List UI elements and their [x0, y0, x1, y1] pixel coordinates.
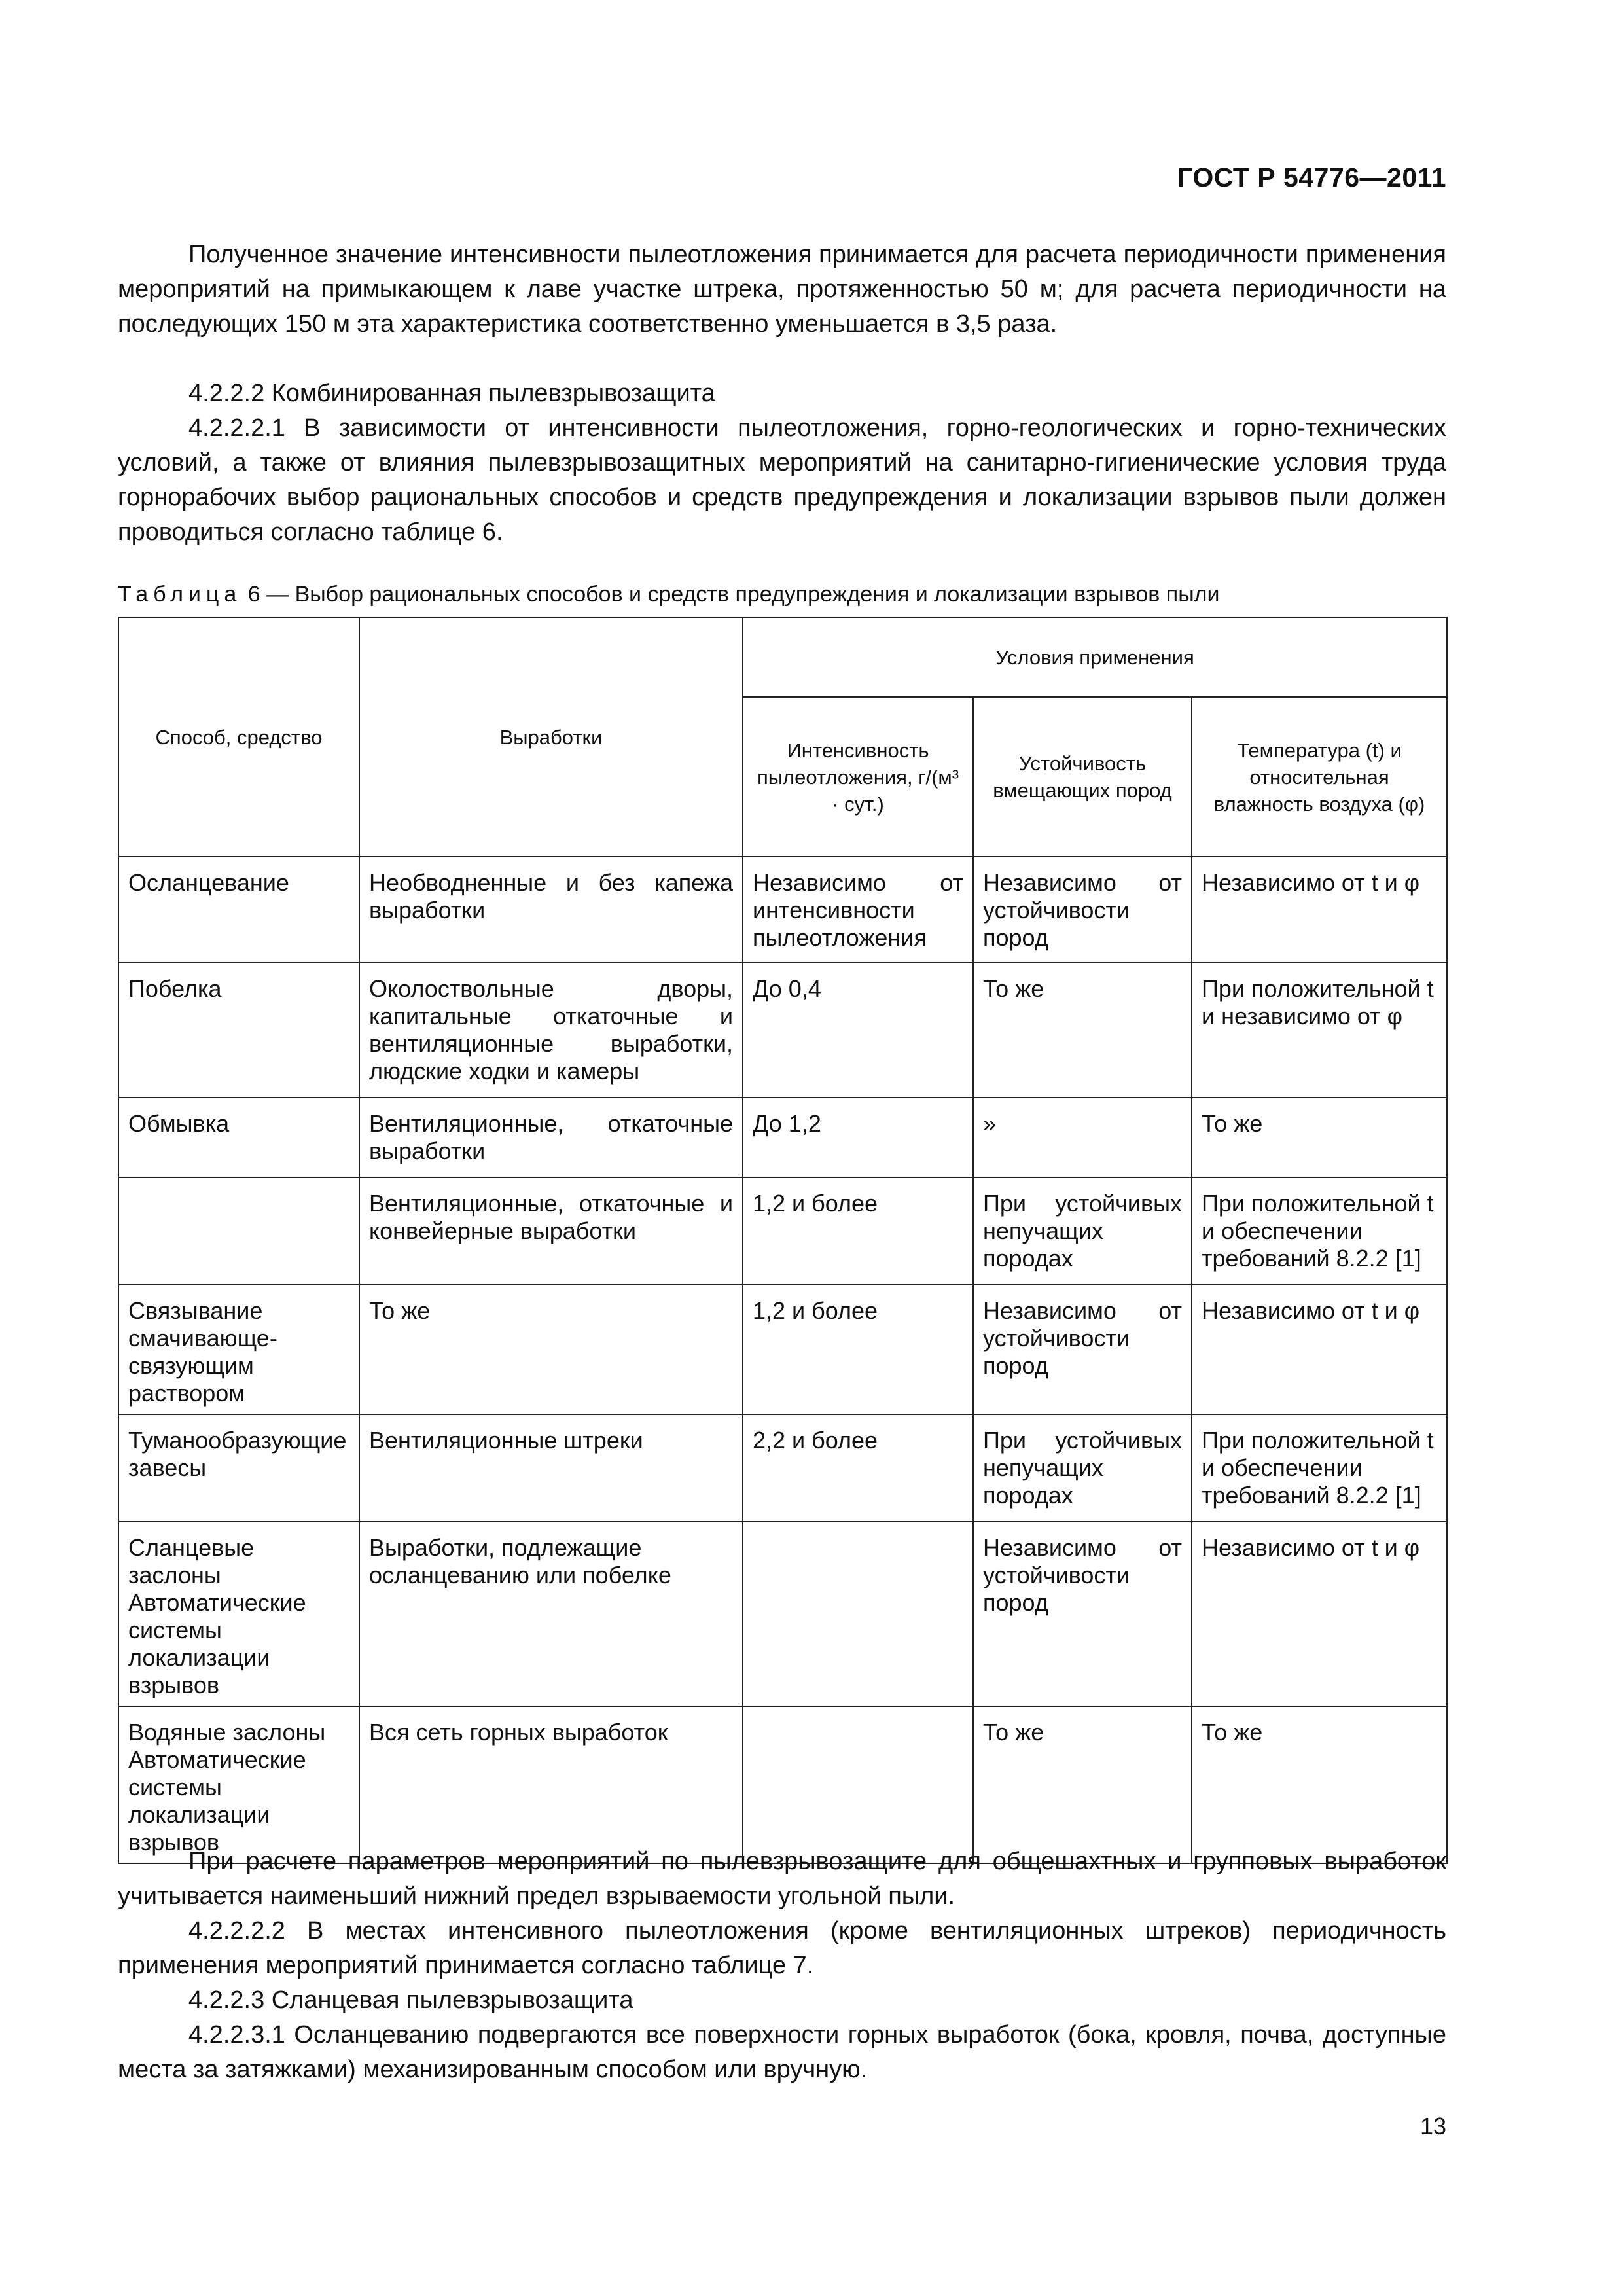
header-method: Способ, средство — [118, 617, 359, 857]
cell-intensity — [743, 1522, 973, 1706]
cell-temperature: При положительной t и обеспечении требований 8.2.2 [1] — [1192, 1414, 1447, 1522]
cell-temperature: При положительной t и независимо от φ — [1192, 963, 1447, 1098]
cell-method: Обмывка — [118, 1098, 359, 1177]
cell-temperature: Независимо от t и φ — [1192, 1522, 1447, 1706]
section-heading-4-2-2-3: 4.2.2.3 Сланцевая пылевзрывозащита — [188, 1986, 633, 2014]
cell-temperature: Независимо от t и φ — [1192, 1285, 1447, 1414]
table-row — [118, 1177, 1447, 1285]
standard-code: ГОСТ Р 54776—2011 — [1177, 162, 1446, 192]
cell-intensity: 1,2 и более — [743, 1285, 973, 1414]
table-row — [118, 1706, 1447, 1863]
cell-method: Туманообразующие завесы — [118, 1414, 359, 1522]
cell-method: Связывание смачивающе-связующим раствором — [118, 1285, 359, 1414]
table-row — [118, 1414, 1447, 1522]
table-row — [118, 1285, 1447, 1414]
cell-intensity — [743, 1706, 973, 1863]
header-conditions: Условия применения — [743, 617, 1447, 697]
cell-intensity: До 1,2 — [743, 1098, 973, 1177]
table-row — [118, 857, 1447, 963]
cell-stability: То же — [973, 963, 1192, 1098]
header-temperature: Температура (t) и относительная влажность воздуха (φ) — [1192, 697, 1447, 857]
cell-method — [118, 1177, 359, 1285]
cell-stability: Независимо от устойчивости пород — [973, 1522, 1192, 1706]
cell-method: Побелка — [118, 963, 359, 1098]
cell-stability: Независимо от устойчивости пород — [973, 1285, 1192, 1414]
page-number: 13 — [1419, 2113, 1446, 2140]
cell-workings: Выработки, подлежащие осланцеванию или побелке — [359, 1522, 743, 1706]
cell-method: Сланцевые заслоны Автоматические системы локализации взрывов — [118, 1522, 359, 1706]
cell-workings: Вентиляционные, откаточные выработки — [359, 1098, 743, 1177]
cell-stability: Независимо от устойчивости пород — [973, 857, 1192, 963]
cell-workings: Вся сеть горных выработок — [359, 1706, 743, 1863]
table-caption-text: 6 — Выбор рациональных способов и средств предупреждения и локализации взрывов пыли — [247, 582, 1220, 607]
cell-intensity: До 0,4 — [743, 963, 973, 1098]
cell-temperature: Независимо от t и φ — [1192, 857, 1447, 963]
methods-table — [118, 617, 1448, 1864]
cell-temperature: То же — [1192, 1098, 1447, 1177]
header-intensity: Интенсивность пылеотложения, г/(м³ · сут.) — [743, 697, 973, 857]
cell-workings: То же — [359, 1285, 743, 1414]
cell-stability: » — [973, 1098, 1192, 1177]
cell-method: Осланцевание — [118, 857, 359, 963]
cell-stability: При устойчивых непучащих породах — [973, 1177, 1192, 1285]
table-row — [118, 1522, 1447, 1706]
clause-4-2-2-2-2: 4.2.2.2.2 В местах интенсивного пылеотложения (кроме вентиляционных штреков) периодичность применения мероприятий принимается согласно таблице 7. — [118, 1917, 1446, 1979]
clause-4-2-2-3-1: 4.2.2.3.1 Осланцеванию подвергаются все поверхности горных выработок (бока, кровля, почва, доступные места за затяжками) механизированным способом или вручную. — [118, 2021, 1446, 2083]
cell-workings: Околоствольные дворы, капитальные откаточные и вентиляционные выработки, людские ходки и камеры — [359, 963, 743, 1098]
cell-intensity: 2,2 и более — [743, 1414, 973, 1522]
table-row — [118, 1098, 1447, 1177]
clause-4-2-2-2-1: 4.2.2.2.1 В зависимости от интенсивности пылеотложения, горно-геологических и горно-технических условий, а также от влияния пылевзрывозащитных мероприятий на санитарно-гигиенические условия труда горнорабочих выбор рациональных способов и средств предупреждения и локализации взрывов пыли должен проводиться согласно таблице 6. — [118, 414, 1446, 546]
cell-workings: Необводненные и без капежа выработки — [359, 857, 743, 963]
cell-temperature: То же — [1192, 1706, 1447, 1863]
header-stability: Устойчивость вмещающих пород — [973, 697, 1192, 857]
cell-intensity: 1,2 и более — [743, 1177, 973, 1285]
outro-paragraph: При расчете параметров мероприятий по пылевзрывозащите для общешахтных и групповых выработок учитывается наименьший нижний предел взрываемости угольной пыли. — [118, 1848, 1446, 1910]
cell-workings: Вентиляционные, откаточные и конвейерные выработки — [359, 1177, 743, 1285]
cell-stability: То же — [973, 1706, 1192, 1863]
cell-stability: При устойчивых непучащих породах — [973, 1414, 1192, 1522]
table-row — [118, 963, 1447, 1098]
intro-paragraph: Полученное значение интенсивности пылеотложения принимается для расчета периодичности применения мероприятий на примыкающем к лаве участке штрека, протяженностью 50 м; для расчета периодичности на последующих 150 м эта характеристика соответственно уменьшается в 3,5 раза. — [118, 241, 1446, 338]
table-caption-label: Таблица — [118, 582, 242, 607]
cell-temperature: При положительной t и обеспечении требований 8.2.2 [1] — [1192, 1177, 1447, 1285]
table-caption — [118, 579, 1219, 609]
cell-workings: Вентиляционные штреки — [359, 1414, 743, 1522]
cell-method: Водяные заслоны Автоматические системы локализации взрывов — [118, 1706, 359, 1863]
header-workings: Выработки — [359, 617, 743, 857]
section-heading-4-2-2-2: 4.2.2.2 Комбинированная пылевзрывозащита — [188, 380, 715, 407]
cell-intensity: Независимо от интенсивности пылеотложения — [743, 857, 973, 963]
